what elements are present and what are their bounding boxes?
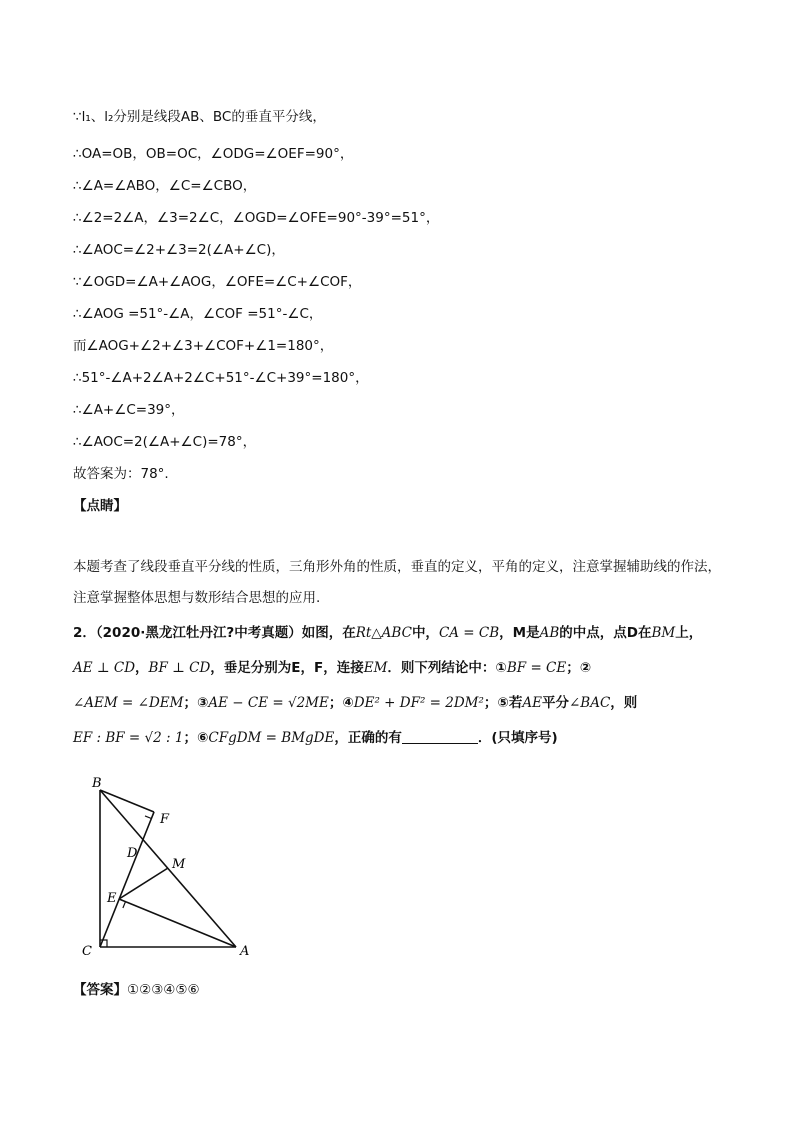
dianjing-heading: 【点睛】 xyxy=(73,498,127,514)
problem-text: ；⑥ xyxy=(183,730,209,746)
math-expr: AB xyxy=(539,625,560,641)
solution-line-4: ∴∠2=2∠A，∠3=2∠C，∠OGD=∠OFE=90°-39°=51°， xyxy=(73,210,440,226)
math-expr: CFgDM = BMgDE xyxy=(208,730,335,746)
math-expr: AE ⊥ CD xyxy=(73,660,136,676)
solution-line-6: ∵∠OGD=∠A+∠AOG，∠OFE=∠C+∠COF， xyxy=(73,274,362,290)
solution-line-7: ∴∠AOG =51°-∠A，∠COF =51°-∠C， xyxy=(73,306,323,322)
solution-line-11: ∴∠AOC=2(∠A+∠C)=78°， xyxy=(73,434,257,450)
math-expr: AE xyxy=(522,695,542,711)
label-d: D xyxy=(127,846,138,861)
problem-text: 的中点，点D在 xyxy=(559,625,652,641)
solution-line-12: 故答案为：78°. xyxy=(73,466,169,482)
geometry-figure xyxy=(70,770,270,960)
problem-text: ．(只填序号) xyxy=(477,730,558,746)
label-f: F xyxy=(160,812,170,827)
solution-line-9: ∴51°-∠A+2∠A+2∠C+51°-∠C+39°=180°， xyxy=(73,370,369,386)
problem-text: ，则 xyxy=(610,695,638,711)
math-expr: ∠AEM = ∠DEM xyxy=(73,695,184,711)
problem-text: 上， xyxy=(675,625,703,641)
label-e: E xyxy=(107,891,117,906)
solution-line-2: ∴OA=OB，OB=OC，∠ODG=∠OEF=90°， xyxy=(73,146,354,162)
problem-text: ；③ xyxy=(183,695,209,711)
segment-bf xyxy=(100,790,154,812)
problem-text: ，垂足分别为E，F，连接 xyxy=(210,660,364,676)
problem-text: ；④ xyxy=(328,695,354,711)
problem-source: （2020·黑龙江牡丹江?中考真题） xyxy=(95,625,302,641)
math-expr: EM xyxy=(363,660,388,676)
math-expr: Rt△ABC xyxy=(355,625,412,641)
problem-text: 平分 xyxy=(541,695,569,711)
math-expr: AE − CE = √2ME xyxy=(208,695,329,711)
problem-text: ，正确的有 xyxy=(334,730,402,746)
segment-cf xyxy=(100,812,154,947)
label-b: B xyxy=(92,776,102,791)
solution-line-3: ∴∠A=∠ABO，∠C=∠CBO， xyxy=(73,178,257,194)
problem-text: ；⑤若 xyxy=(483,695,523,711)
math-expr: CA = CB xyxy=(438,625,500,641)
math-expr: BM xyxy=(651,625,676,641)
math-expr: ∠BAC xyxy=(568,695,611,711)
math-expr: BF ⊥ CD xyxy=(148,660,211,676)
problem-text: 如图，在 xyxy=(301,625,356,641)
dianjing-text: 本题考查了线段垂直平分线的性质，三角形外角的性质，垂直的定义，平角的定义，注意掌握辅助线的作法，注意掌握整体思想与数形结合思想的应用. xyxy=(73,559,721,606)
label-a: A xyxy=(240,944,250,959)
math-expr: EF : BF = √2 : 1 xyxy=(73,730,184,746)
solution-line-5: ∴∠AOC=∠2+∠3=2(∠A+∠C)， xyxy=(73,242,285,258)
problem-number: 2． xyxy=(73,625,96,641)
problem-text: ．则下列结论中：① xyxy=(387,660,507,676)
problem-text: 中， xyxy=(411,625,439,641)
answer-line xyxy=(73,981,200,999)
problem-2 xyxy=(73,616,733,756)
answer-heading: 【答案】 xyxy=(73,982,127,998)
problem-text: ， xyxy=(135,660,149,676)
label-m: M xyxy=(172,857,186,872)
solution-line-8: 而∠AOG+∠2+∠3+∠COF+∠1=180°， xyxy=(73,338,334,354)
solution-line-1: ∵l₁、l₂分别是线段AB、BC的垂直平分线， xyxy=(73,109,326,125)
right-angle-mark-e xyxy=(119,899,126,908)
solution-line-10: ∴∠A+∠C=39°， xyxy=(73,402,185,418)
segment-ea xyxy=(119,899,236,947)
problem-text: ，M是 xyxy=(499,625,540,641)
answer-blank xyxy=(402,729,478,744)
problem-text: ；② xyxy=(566,660,592,676)
label-c: C xyxy=(82,944,92,959)
segment-em xyxy=(119,868,168,899)
answer-value: ①②③④⑤⑥ xyxy=(127,982,200,998)
math-expr: DE² + DF² = 2DM² xyxy=(353,695,484,711)
math-expr: BF = CE xyxy=(506,660,567,676)
